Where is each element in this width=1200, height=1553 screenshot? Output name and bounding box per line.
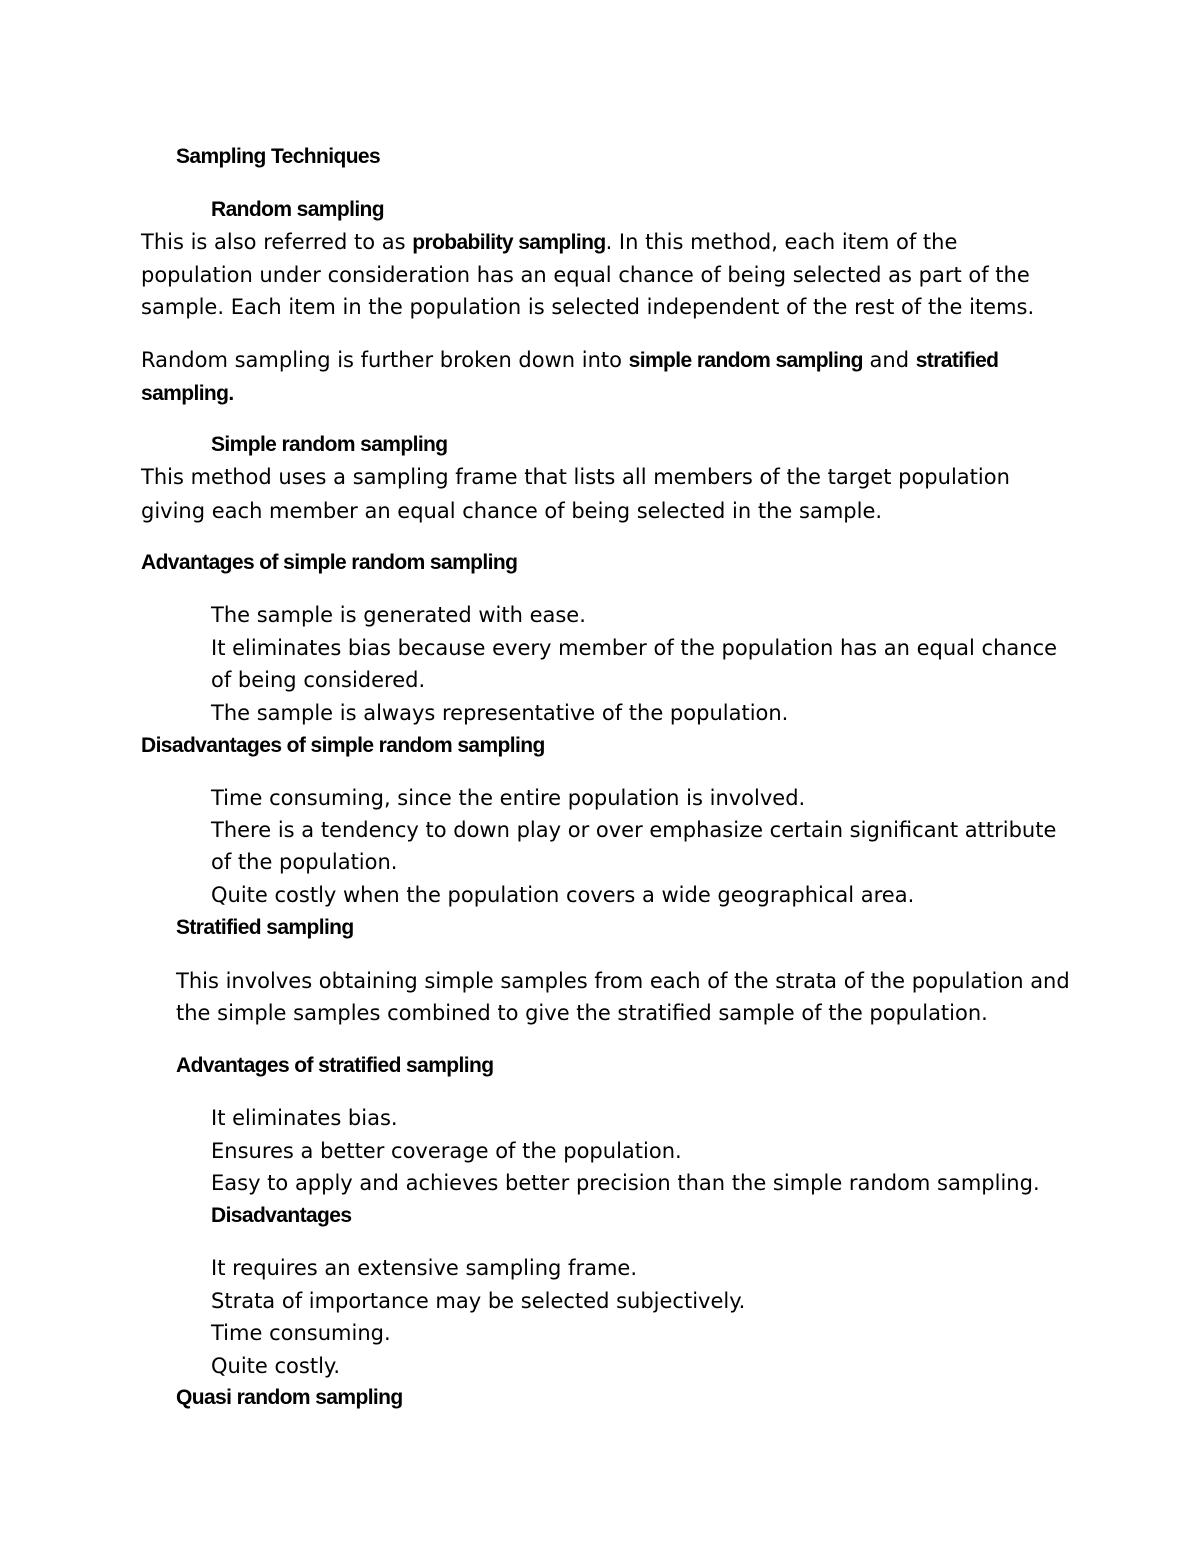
text-run: . In this method, each item of the — [605, 230, 958, 254]
page-title: Sampling Techniques — [176, 145, 381, 168]
list-item: It eliminates bias. — [211, 1106, 398, 1130]
paragraph-line: sample. Each item in the population is selected independent of the rest of the items. — [141, 295, 1035, 319]
paragraph-line: giving each member an equal chance of being selected in the sample. — [141, 499, 883, 523]
emphasis-stratified: stratified — [915, 349, 999, 372]
emphasis-simple-random-sampling: simple random sampling — [628, 349, 863, 372]
list-item: It requires an extensive sampling frame. — [211, 1256, 637, 1280]
list-item: Strata of importance may be selected subjectively. — [211, 1289, 746, 1313]
list-item: Ensures a better coverage of the population. — [211, 1139, 682, 1163]
paragraph-line — [141, 228, 957, 257]
list-item: Time consuming. — [211, 1321, 391, 1345]
text-run: and — [862, 348, 916, 372]
heading-simple-random-sampling: Simple random sampling — [211, 433, 448, 456]
list-item: The sample is generated with ease. — [211, 603, 586, 627]
list-item: Time consuming, since the entire population is involved. — [211, 786, 806, 810]
list-item: There is a tendency to down play or over emphasize certain significant attribute — [211, 818, 1057, 842]
heading-quasi-random-sampling: Quasi random sampling — [176, 1386, 403, 1409]
heading-advantages-simple-random: Advantages of simple random sampling — [141, 551, 518, 574]
list-item: Quite costly when the population covers a wide geographical area. — [211, 883, 915, 907]
paragraph-line: This involves obtaining simple samples from each of the strata of the population and — [176, 969, 1070, 993]
heading-disadvantages-simple-random: Disadvantages of simple random sampling — [141, 734, 545, 757]
paragraph-line: population under consideration has an equal chance of being selected as part of the — [141, 263, 1030, 287]
list-item: of the population. — [211, 850, 398, 874]
emphasis-sampling: sampling. — [141, 382, 234, 405]
paragraph-line — [141, 346, 998, 375]
emphasis-probability-sampling: probability sampling — [412, 231, 606, 254]
heading-disadvantages-stratified: Disadvantages — [211, 1204, 352, 1227]
list-item: Quite costly. — [211, 1354, 341, 1378]
text-run: This is also referred to as — [141, 230, 413, 254]
heading-advantages-stratified: Advantages of stratified sampling — [176, 1054, 494, 1077]
list-item: of being considered. — [211, 668, 426, 692]
list-item: Easy to apply and achieves better precision than the simple random sampling. — [211, 1171, 1040, 1195]
paragraph-line: the simple samples combined to give the stratified sample of the population. — [176, 1001, 988, 1025]
text-run: Random sampling is further broken down into — [141, 348, 629, 372]
paragraph-line: This method uses a sampling frame that lists all members of the target population — [141, 465, 1010, 489]
heading-random-sampling: Random sampling — [211, 198, 385, 221]
list-item: The sample is always representative of the population. — [211, 701, 789, 725]
heading-stratified-sampling: Stratified sampling — [176, 916, 354, 939]
list-item: It eliminates bias because every member of the population has an equal chance — [211, 636, 1058, 660]
